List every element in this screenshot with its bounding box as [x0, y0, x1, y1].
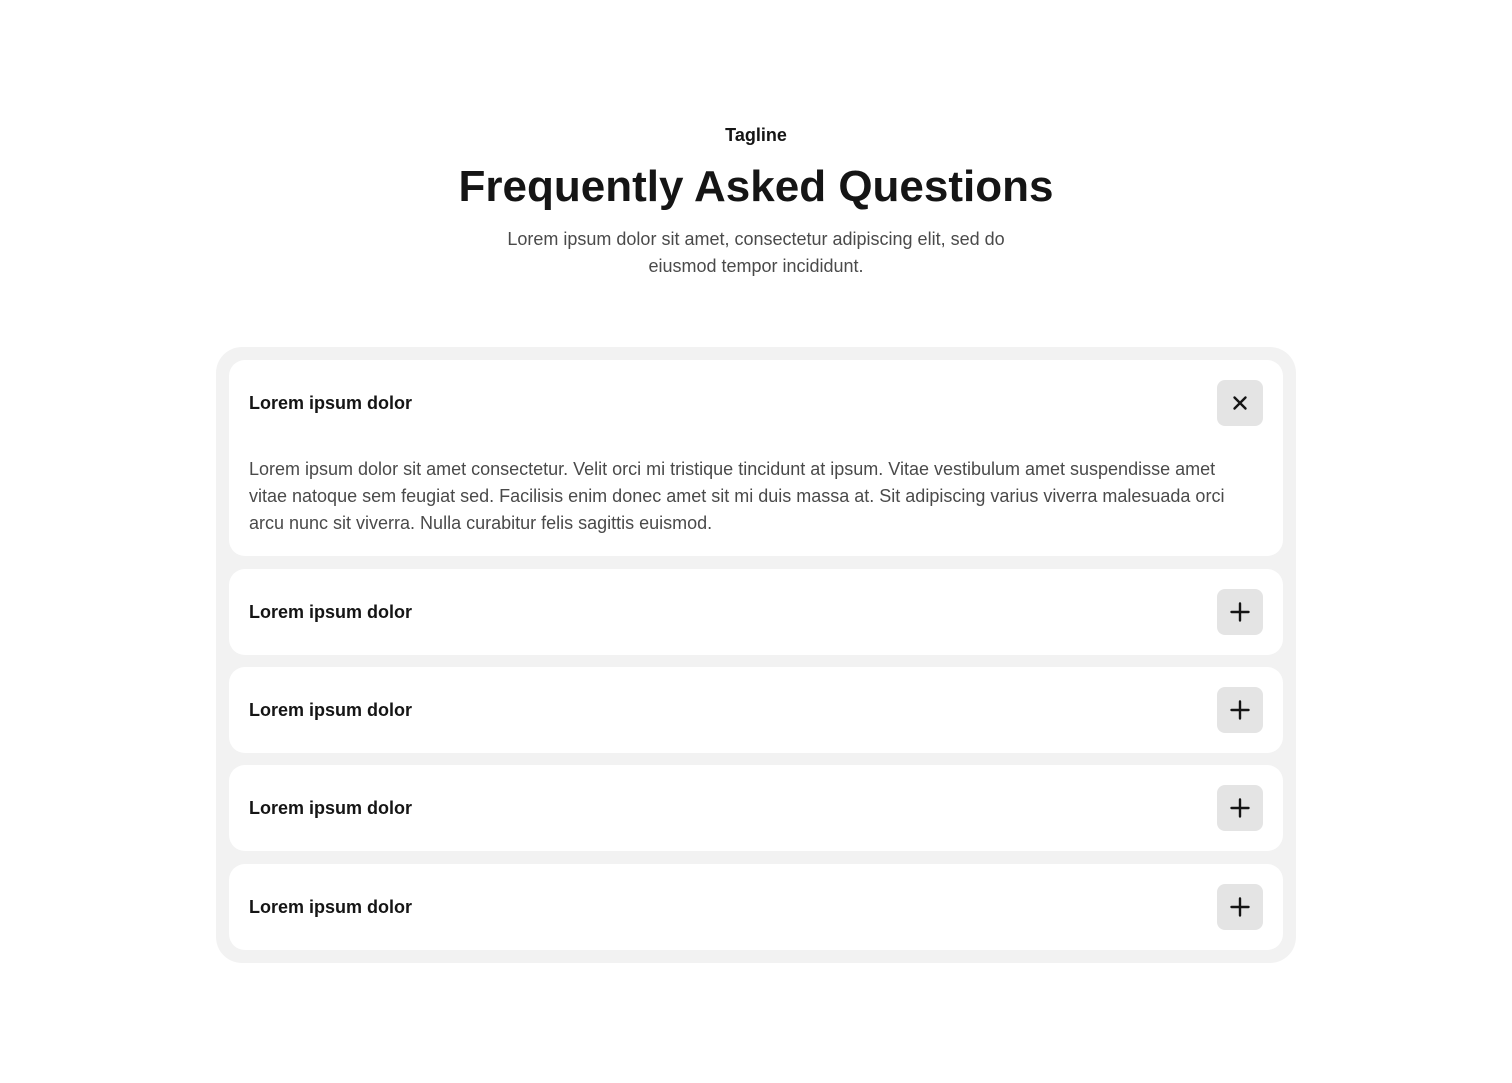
- faq-question-5[interactable]: Lorem ipsum dolor: [249, 897, 413, 917]
- faq-toggle-button-3[interactable]: [1217, 687, 1263, 733]
- plus-icon: [1229, 797, 1251, 819]
- faq-toggle-button-2[interactable]: [1217, 589, 1263, 635]
- faq-question-1[interactable]: Lorem ipsum dolor: [249, 393, 413, 413]
- close-icon: [1231, 394, 1249, 412]
- faq-item-2[interactable]: [229, 569, 1283, 655]
- faq-item-3[interactable]: [229, 667, 1283, 753]
- faq-question-3[interactable]: Lorem ipsum dolor: [249, 700, 413, 720]
- faq-toggle-button-4[interactable]: [1217, 785, 1263, 831]
- page-title: Frequently Asked Questions: [458, 162, 1054, 211]
- faq-item-5[interactable]: [229, 864, 1283, 950]
- faq-question-2[interactable]: Lorem ipsum dolor: [249, 602, 413, 622]
- plus-icon: [1229, 699, 1251, 721]
- plus-icon: [1229, 896, 1251, 918]
- faq-question-4[interactable]: Lorem ipsum dolor: [249, 798, 413, 818]
- faq-list: [216, 347, 1296, 963]
- page-subtitle: Lorem ipsum dolor sit amet, consectetur adipiscing elit, sed do eiusmod tempor incididunt.: [507, 229, 1005, 276]
- faq-toggle-button-1[interactable]: [1217, 380, 1263, 426]
- plus-icon: [1229, 601, 1251, 623]
- faq-answer-1: Lorem ipsum dolor sit amet consectetur. Velit orci mi tristique tincidunt at ipsum. Vitae vestibulum amet suspendisse amet vitae natoque sem feugiat sed. Facilisis enim donec amet sit mi duis massa at. Sit adipiscing varius viverra malesuada orci arcu nunc sit viverra. Nulla curabitur felis sagittis euismod.: [249, 459, 1225, 533]
- faq-toggle-button-5[interactable]: [1217, 884, 1263, 930]
- faq-item-1: [229, 360, 1283, 556]
- tagline: Tagline: [725, 125, 787, 145]
- faq-item-4[interactable]: [229, 765, 1283, 851]
